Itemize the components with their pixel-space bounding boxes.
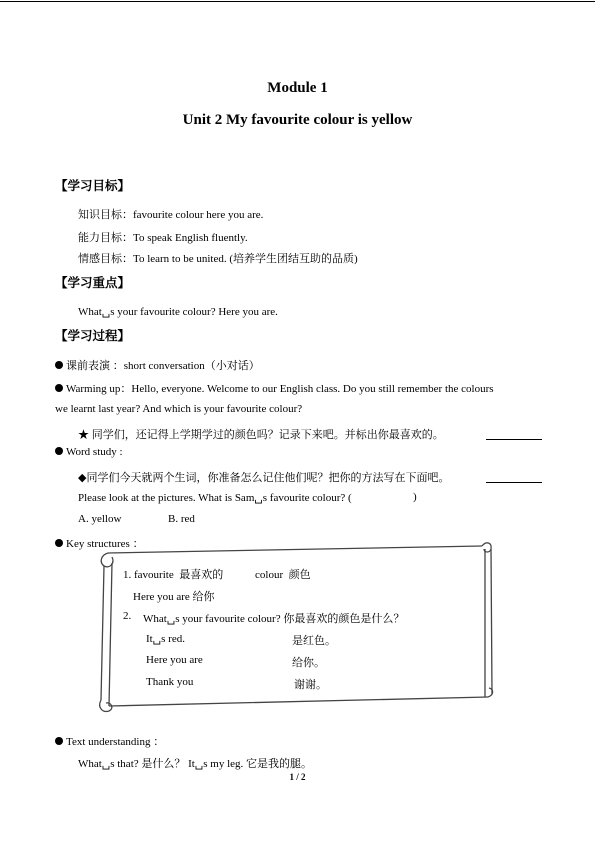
preview-item: 课前表演 ：short conversation（小对话） <box>55 357 260 373</box>
scroll-line-3-num: 2. <box>123 610 132 622</box>
page-number: 1 / 2 <box>289 772 306 782</box>
option-b[interactable]: B. red <box>168 513 195 525</box>
objectives-heading: 【学习目标】 <box>55 178 131 193</box>
warmup-item: Warming up：Hello, everyone. Welcome to our English class. Do you still remember the colours <box>55 380 494 396</box>
process-heading: 【学习过程】 <box>55 328 131 343</box>
scroll-row-1-en: It␣s red. <box>146 633 185 645</box>
question-text: Please look at the pictures. What is Sam␣s favourite colour? ( <box>78 492 352 504</box>
scroll-row-3-en: Thank you <box>146 676 194 688</box>
unit-title: Unit 2 My favourite colour is yellow <box>182 112 413 128</box>
objective-knowledge: 知识目标：favourite colour here you are. <box>78 209 264 221</box>
scroll-row-3-cn: 谢谢。 <box>294 679 327 691</box>
warmup-continued: we learnt last year? And which is your favourite colour? <box>55 403 303 415</box>
key-points-heading: 【学习重点】 <box>55 275 131 290</box>
objective-ability: 能力目标：To speak English fluently. <box>78 232 248 244</box>
star-task: ★ 同学们，还记得上学期学过的颜色吗？记录下来吧。并标出你最喜欢的。 <box>78 429 444 441</box>
question-close: ) <box>413 491 417 503</box>
scroll-line-1: 1. favourite 最喜欢的 <box>123 569 224 581</box>
scroll-row-1-cn: 是红色。 <box>292 635 336 647</box>
bullet-icon <box>55 737 63 745</box>
scroll-line-3: What␣s your favourite colour? 你最喜欢的颜色是什么？ <box>143 613 405 625</box>
key-points-text: What␣s your favourite colour? Here you are. <box>78 306 278 318</box>
word-task: ◆同学们今天就两个生词，你准备怎么记住他们呢？把你的方法写在下面吧。 <box>78 472 450 484</box>
text-understanding-line: What␣s that? 是什么？ It␣s my leg. 它是我的腿。 <box>78 758 313 770</box>
scroll-line-2: Here you are 给你 <box>133 591 215 603</box>
text-understanding-item: Text understanding ： <box>55 733 164 749</box>
word-study-item: Word study : <box>55 446 123 458</box>
scroll-row-2-cn: 给你。 <box>292 657 325 669</box>
option-a[interactable]: A. yellow <box>78 513 122 525</box>
module-title: Module 1 <box>267 80 328 96</box>
objective-emotion: 情感目标：To learn to be united. (培养学生团结互助的品质) <box>78 253 358 265</box>
scroll-row-2-en: Here you are <box>146 654 203 666</box>
scroll-line-1b: colour 颜色 <box>255 569 311 581</box>
key-structures-item: Key structures ： <box>55 535 144 551</box>
